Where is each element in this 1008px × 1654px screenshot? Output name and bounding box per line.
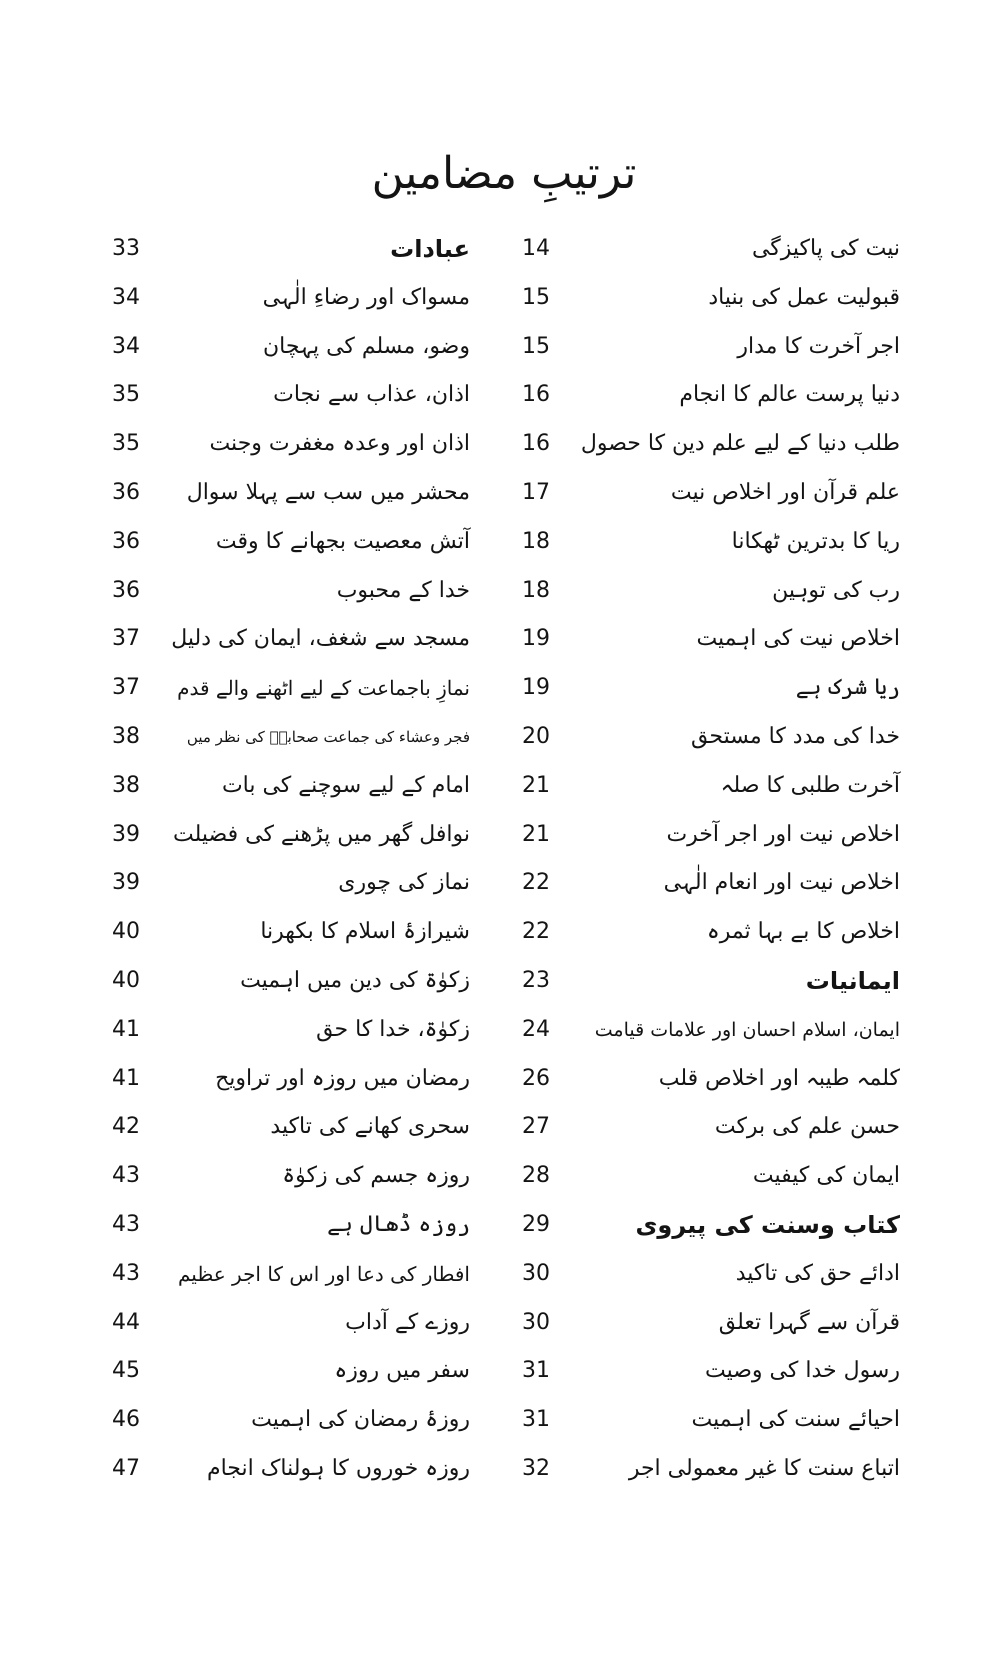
toc-page-number: 46	[112, 1407, 140, 1433]
toc-entry-row	[500, 525, 900, 574]
toc-entry-title: علم قرآن اور اخلاص نیت	[670, 479, 900, 505]
toc-entry-row	[500, 281, 900, 330]
toc-entry-title: قبولیت عمل کی بنیاد	[708, 284, 900, 310]
toc-page-number: 45	[112, 1358, 140, 1384]
toc-entry-row	[500, 769, 900, 818]
toc-section-heading: عبادات	[390, 235, 470, 263]
toc-page-number: 16	[522, 431, 550, 457]
toc-entry-title: احیائے سنت کی اہمیت	[691, 1407, 900, 1433]
toc-entry-title: روزہ خوروں کا ہولناک انجام	[206, 1455, 470, 1481]
toc-entry-title: ریا کا بدترین ٹھکانا	[731, 528, 900, 554]
toc-page-number: 43	[112, 1163, 140, 1189]
toc-entry-title: سفر میں روزہ	[334, 1358, 470, 1384]
toc-entry-row	[500, 1403, 900, 1452]
toc-entry-row	[90, 769, 470, 818]
toc-entry-row	[90, 720, 470, 769]
toc-page-number: 15	[522, 333, 550, 359]
toc-entry-title: اتباع سنت کا غیر معمولی اجر	[628, 1455, 900, 1481]
toc-entry-title: روزے کے آداب	[345, 1309, 470, 1335]
toc-page-number: 23	[522, 967, 550, 993]
toc-page-number: 40	[112, 967, 140, 993]
toc-entry-row	[90, 574, 470, 623]
toc-section-heading: ایمانیات	[805, 966, 900, 995]
toc-entry-title: اخلاص نیت اور اجر آخرت	[666, 821, 900, 847]
toc-page-number: 44	[112, 1309, 140, 1335]
toc-entry-title: آتش معصیت بجھانے کا وقت	[215, 528, 470, 554]
toc-page-number: 19	[522, 675, 550, 701]
toc-page-number: 20	[522, 723, 550, 749]
toc-entry-row	[500, 915, 900, 964]
toc-entry-title: وضو، مسلم کی پہچان	[263, 333, 470, 359]
toc-entry-title: اخلاص نیت اور انعام الٰہی	[663, 870, 900, 896]
toc-entry-row	[500, 378, 900, 427]
toc-section-heading: کتاب وسنت کی پیروی	[635, 1210, 900, 1239]
toc-entry-title: نوافل گھر میں پڑھنے کی فضیلت	[173, 821, 470, 847]
toc-entry-title: مسجد سے شغف، ایمان کی دلیل	[171, 626, 470, 652]
toc-page-number: 22	[522, 919, 550, 945]
toc-entry-title: روزہ جسم کی زکوٰۃ	[282, 1163, 470, 1189]
toc-page-number: 30	[522, 1309, 550, 1335]
toc-entry-row	[90, 1110, 470, 1159]
toc-page-number: 16	[522, 382, 550, 408]
toc-entry-title: روزہ ڈھال ہے	[327, 1211, 470, 1237]
toc-page-number: 21	[522, 772, 550, 798]
toc-page-number: 22	[522, 870, 550, 896]
toc-page-number: 31	[522, 1407, 550, 1433]
toc-page-number: 33	[112, 236, 140, 261]
toc-page-number: 39	[112, 870, 140, 896]
toc-page-number: 29	[522, 1211, 550, 1237]
toc-entry-title: اخلاص نیت کی اہمیت	[696, 626, 900, 652]
toc-page-number: 38	[112, 723, 140, 749]
toc-page-number: 35	[112, 382, 140, 408]
toc-page-number: 14	[522, 236, 550, 261]
toc-entry-title: زکوٰۃ کی دین میں اہمیت	[240, 967, 470, 993]
toc-section-row	[500, 1208, 900, 1257]
toc-entry-title: رسول خدا کی وصیت	[704, 1358, 900, 1384]
toc-entry-row	[500, 574, 900, 623]
toc-entry-row	[500, 622, 900, 671]
toc-entry-title: ادائے حق کی تاکید	[735, 1260, 900, 1286]
toc-page-number: 43	[112, 1260, 140, 1286]
toc-page-number: 36	[112, 479, 140, 505]
toc-entry-row	[500, 1452, 900, 1501]
toc-page-number: 36	[112, 577, 140, 603]
toc-page-number: 27	[522, 1114, 550, 1140]
toc-entry-row	[90, 1208, 470, 1257]
toc-entry-title: طلب دنیا کے لیے علم دین کا حصول	[580, 431, 900, 457]
toc-entry-title: نماز کی چوری	[338, 870, 470, 896]
toc-entry-row	[500, 1159, 900, 1208]
toc-entry-row	[90, 1452, 470, 1501]
toc-page-number: 35	[112, 431, 140, 457]
toc-entry-row	[500, 818, 900, 867]
toc-entry-row	[90, 281, 470, 330]
toc-entry-title: اذان، عذاب سے نجات	[273, 382, 470, 408]
toc-page-number: 34	[112, 333, 140, 359]
toc-entry-row	[90, 1403, 470, 1452]
toc-entry-row	[90, 1306, 470, 1355]
toc-entry-row	[90, 671, 470, 720]
toc-entry-title: روزۂ رمضان کی اہمیت	[251, 1407, 470, 1433]
toc-entry-title: نیت کی پاکیزگی	[751, 236, 900, 261]
toc-entry-title: خدا کے محبوب	[336, 577, 470, 603]
toc-page-number: 24	[522, 1016, 550, 1042]
toc-entry-row	[90, 866, 470, 915]
toc-entry-row	[500, 720, 900, 769]
toc-entry-row	[90, 330, 470, 379]
toc-entry-row	[90, 427, 470, 476]
toc-entry-title: حسن علم کی برکت	[714, 1114, 900, 1140]
toc-entry-row	[500, 1354, 900, 1403]
toc-entry-title: اجر آخرت کا مدار	[737, 333, 900, 359]
toc-entry-title: اخلاص کا بے بہا ثمرہ	[706, 919, 900, 945]
toc-page-number: 18	[522, 528, 550, 554]
toc-entry-row	[500, 476, 900, 525]
toc-entry-row	[90, 818, 470, 867]
toc-entry-title: محشر میں سب سے پہلا سوال	[186, 479, 470, 505]
toc-page-number: 21	[522, 821, 550, 847]
toc-page-number: 37	[112, 675, 140, 701]
toc-page-number: 38	[112, 772, 140, 798]
toc-entry-row	[500, 866, 900, 915]
toc-entry-row	[500, 1062, 900, 1111]
toc-entry-title: قرآن سے گہرا تعلق	[718, 1309, 900, 1335]
page-title: ترتیبِ مضامین	[371, 148, 637, 199]
toc-entry-title: ریا شرک ہے	[795, 675, 900, 701]
toc-entry-title: زکوٰۃ، خدا کا حق	[316, 1016, 470, 1042]
toc-entry-title: امام کے لیے سوچنے کی بات	[221, 772, 470, 798]
toc-entry-title: مسواک اور رضاءِ الٰہی	[262, 284, 470, 310]
toc-entry-title: افطار کی دعا اور اس کا اجر عظیم	[177, 1261, 470, 1286]
toc-page-number: 34	[112, 284, 140, 310]
toc-left-column	[90, 232, 470, 1501]
toc-entry-row	[90, 1062, 470, 1111]
toc-page-number: 18	[522, 577, 550, 603]
toc-page-number: 36	[112, 528, 140, 554]
toc-page-number: 26	[522, 1065, 550, 1091]
toc-entry-row	[90, 476, 470, 525]
toc-entry-row	[500, 330, 900, 379]
toc-section-row	[500, 964, 900, 1013]
toc-right-column	[500, 232, 900, 1501]
toc-entry-row	[90, 622, 470, 671]
toc-entry-row	[500, 427, 900, 476]
toc-entry-title: دنیا پرست عالم کا انجام	[679, 382, 900, 408]
toc-entry-title: سحری کھانے کی تاکید	[270, 1114, 470, 1140]
toc-page-number: 28	[522, 1163, 550, 1189]
toc-entry-row	[90, 964, 470, 1013]
toc-entry-row	[500, 1013, 900, 1062]
toc-entry-title: شیرازۂ اسلام کا بکھرنا	[260, 919, 470, 945]
toc-entry-row	[90, 525, 470, 574]
toc-entry-title: ایمان کی کیفیت	[752, 1163, 900, 1189]
toc-entry-row	[90, 1354, 470, 1403]
toc-entry-row	[90, 378, 470, 427]
toc-entry-title: رمضان میں روزہ اور تراویح	[215, 1065, 470, 1091]
toc-entry-row	[500, 1306, 900, 1355]
toc-page-number: 31	[522, 1358, 550, 1384]
toc-page-number: 39	[112, 821, 140, 847]
toc-entry-title: ایمان، اسلام احسان اور علامات قیامت	[594, 1018, 900, 1041]
toc-page-number: 42	[112, 1114, 140, 1140]
toc-entry-title: نمازِ باجماعت کے لیے اٹھنے والے قدم	[177, 676, 470, 701]
toc-page-number: 40	[112, 919, 140, 945]
toc-entry-row	[500, 1257, 900, 1306]
toc-section-row	[90, 232, 470, 281]
toc-page-number: 32	[522, 1455, 550, 1481]
toc-entry-row	[90, 1159, 470, 1208]
toc-entry-row	[90, 915, 470, 964]
toc-page-number: 15	[522, 284, 550, 310]
toc-entry-title: رب کی توہین	[772, 577, 900, 603]
toc-page-number: 43	[112, 1211, 140, 1237]
toc-entry-title: فجر وعشاء کی جماعت صحابہؓ کی نظر میں	[186, 727, 470, 746]
toc-entry-title: اذان اور وعدہ مغفرت وجنت	[209, 431, 470, 457]
toc-entry-title: خدا کی مدد کا مستحق	[691, 723, 900, 749]
toc-page-number: 37	[112, 626, 140, 652]
toc-page-number: 41	[112, 1016, 140, 1042]
toc-entry-row	[500, 1110, 900, 1159]
toc-entry-title: کلمہ طیبہ اور اخلاص قلب	[658, 1065, 900, 1091]
toc-page-number: 17	[522, 479, 550, 505]
toc-page-number: 47	[112, 1455, 140, 1481]
toc-page-number: 30	[522, 1260, 550, 1286]
toc-entry-row	[500, 671, 900, 720]
toc-entry-title: آخرت طلبی کا صلہ	[720, 772, 900, 798]
toc-page-number: 19	[522, 626, 550, 652]
toc-entry-row	[500, 232, 900, 281]
toc-entry-row	[90, 1257, 470, 1306]
toc-page-number: 41	[112, 1065, 140, 1091]
toc-entry-row	[90, 1013, 470, 1062]
